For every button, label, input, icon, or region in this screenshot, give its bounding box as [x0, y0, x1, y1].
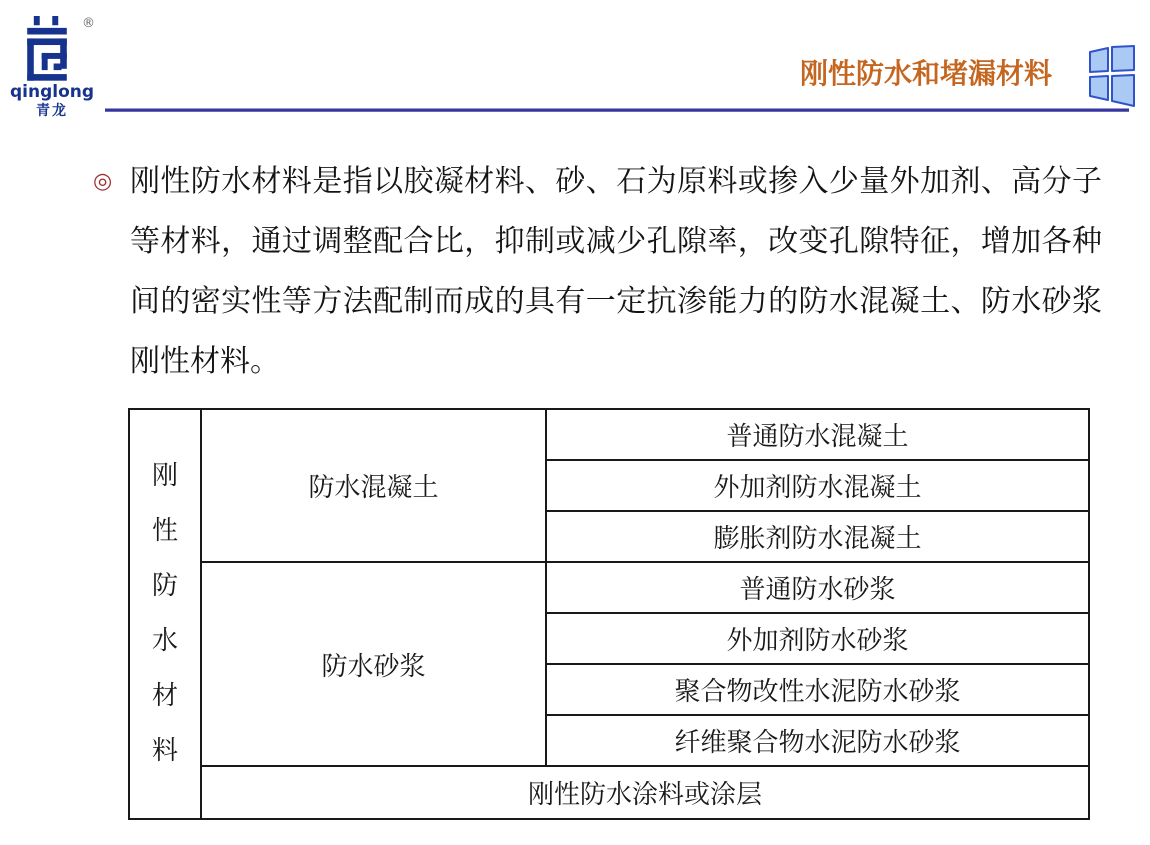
- item-cell: 纤维聚合物水泥防水砂浆: [546, 715, 1089, 766]
- row-header-char: 水: [151, 626, 178, 656]
- paragraph-line: 等材料，通过调整配合比，抑制或减少孔隙率，改变孔隙特征，增加各种: [130, 224, 1102, 259]
- item-cell: 外加剂防水砂浆: [546, 613, 1089, 664]
- registered-trademark: ®: [82, 16, 95, 31]
- row-header-char: 材: [151, 681, 178, 711]
- slide-title: 刚性防水和堵漏材料: [800, 57, 1053, 90]
- row-header-char: 防: [151, 571, 178, 601]
- row-header-char: 料: [151, 736, 178, 766]
- definition-paragraph: [130, 152, 1102, 392]
- table-row: [129, 409, 1089, 460]
- item-cell: 普通防水砂浆: [546, 562, 1089, 613]
- row-header-cell: [129, 409, 201, 819]
- category-cell-mortar: 防水砂浆: [201, 562, 546, 766]
- vertical-row-header: [130, 449, 200, 779]
- item-cell: 普通防水混凝土: [546, 409, 1089, 460]
- logo: [0, 8, 104, 119]
- footer-cell: 刚性防水涂料或涂层: [201, 766, 1089, 819]
- item-cell: 膨胀剂防水混凝土: [546, 511, 1089, 562]
- qinglong-logo-icon: [20, 16, 74, 82]
- paragraph-line: 刚性材料。: [130, 344, 280, 379]
- category-cell-concrete: 防水混凝土: [201, 409, 546, 562]
- item-cell: 聚合物改性水泥防水砂浆: [546, 664, 1089, 715]
- materials-table: [128, 408, 1090, 820]
- table-row: [129, 562, 1089, 613]
- window-panes-icon: [1087, 44, 1137, 108]
- item-cell: 外加剂防水混凝土: [546, 460, 1089, 511]
- bullet-icon: ◎: [93, 169, 113, 194]
- brand-name-cn: 青龙: [36, 103, 68, 119]
- brand-name-en: qinglong: [9, 82, 95, 102]
- paragraph-line: 间的密实性等方法配制而成的具有一定抗渗能力的防水混凝土、防水砂浆: [130, 284, 1102, 319]
- row-header-char: 刚: [151, 461, 178, 491]
- header-divider: [105, 108, 1129, 112]
- row-header-char: 性: [151, 516, 178, 546]
- table-row: [129, 766, 1089, 819]
- paragraph-line: 刚性防水材料是指以胶凝材料、砂、石为原料或掺入少量外加剂、高分子: [130, 164, 1102, 199]
